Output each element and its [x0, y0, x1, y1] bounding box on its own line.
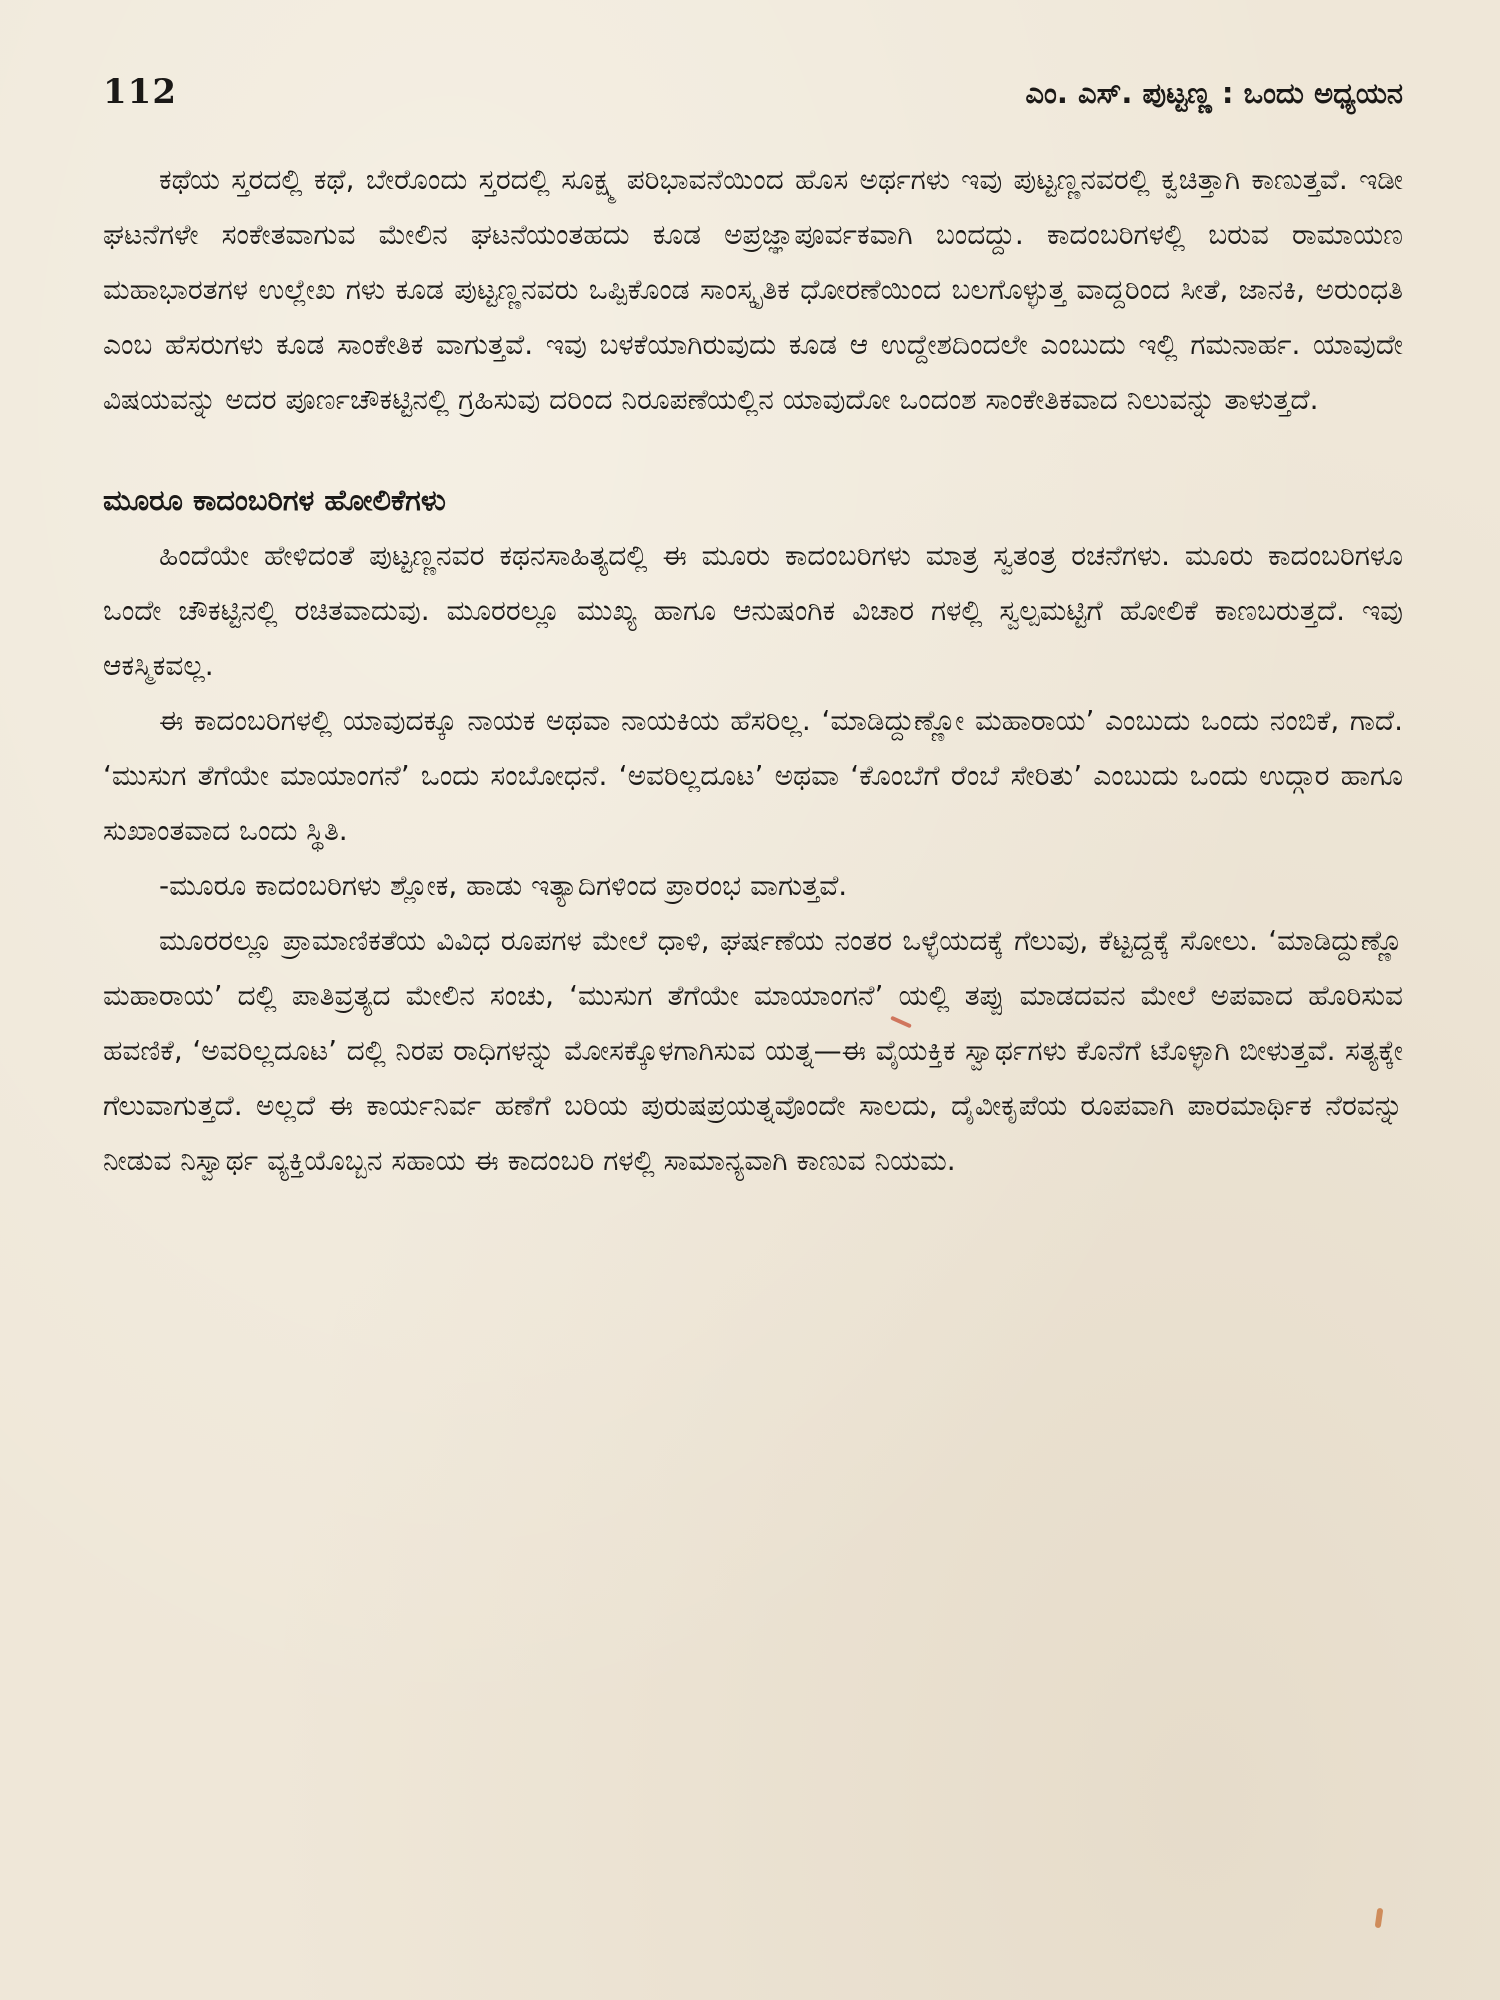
section-heading: ಮೂರೂ ಕಾದಂಬರಿಗಳ ಹೋಲಿಕೆಗಳು: [103, 483, 446, 517]
paragraph-3: ಈ ಕಾದಂಬರಿಗಳಲ್ಲಿ ಯಾವುದಕ್ಕೂ ನಾಯಕ ಅಥವಾ ನಾಯಕಿಯ ಹೆಸರಿಲ್ಲ. ‘ಮಾಡಿದ್ದುಣ್ಣೋ ಮಹಾರಾಯ’ ಎಂಬುದು ಒಂದು ನಂಬಿಕೆ, ಗಾದೆ. ‘ಮುಸುಗ ತೆಗೆಯೇ ಮಾಯಾಂಗನೆ’ ಒಂದು ಸಂಬೋಧನೆ. ‘ಅವರಿಲ್ಲದೂಟ’ ಅಥವಾ ‘ಕೊಂಬೆಗೆ ರೆಂಬೆ ಸೇರಿತು’ ಎಂಬುದು ಒಂದು ಉದ್ಗಾರ ಹಾಗೂ ಸುಖಾಂತವಾದ ಒಂದು ಸ್ಥಿತಿ.: [103, 704, 1403, 847]
paragraph-4: -ಮೂರೂ ಕಾದಂಬರಿಗಳು ಶ್ಲೋಕ, ಹಾಡು ಇತ್ಯಾದಿಗಳಿಂದ ಪ್ರಾರಂಭ ವಾಗುತ್ತವೆ.: [159, 869, 848, 902]
page-header: [103, 72, 1403, 122]
paragraph-5: ಮೂರರಲ್ಲೂ ಪ್ರಾಮಾಣಿಕತೆಯ ವಿವಿಧ ರೂಪಗಳ ಮೇಲೆ ಧಾಳಿ, ಘರ್ಷಣೆಯ ನಂತರ ಒಳ್ಳೆಯದಕ್ಕೆ ಗೆಲುವು, ಕೆಟ್ಟದ್ದಕ್ಕೆ ಸೋಲು. ‘ಮಾಡಿದ್ದುಣ್ಣೊ ಮಹಾರಾಯ’ ದಲ್ಲಿ ಪಾತಿವ್ರತ್ಯದ ಮೇಲಿನ ಸಂಚು, ‘ಮುಸುಗ ತೆಗೆಯೇ ಮಾಯಾಂಗನೆ’ ಯಲ್ಲಿ ತಪ್ಪು ಮಾಡದವನ ಮೇಲೆ ಅಪವಾದ ಹೊರಿಸುವ ಹವಣಿಕೆ, ‘ಅವರಿಲ್ಲದೂಟ’ ದಲ್ಲಿ ನಿರಪ ರಾಧಿಗಳನ್ನು ಮೋಸಕ್ಕೊಳಗಾಗಿಸುವ ಯತ್ನ—ಈ ವೈಯಕ್ತಿಕ ಸ್ವಾರ್ಥಗಳು ಕೊನೆಗೆ ಟೊಳ್ಳಾಗಿ ಬೀಳುತ್ತವೆ. ಸತ್ಯಕ್ಕೇ ಗೆಲುವಾಗುತ್ತದೆ. ಅಲ್ಲದೆ ಈ ಕಾರ್ಯನಿರ್ವ ಹಣೆಗೆ ಬರಿಯ ಪುರುಷಪ್ರಯತ್ನವೊಂದೇ ಸಾಲದು, ದೈವೀಕೃಪೆಯ ರೂಪವಾಗಿ ಪಾರಮಾರ್ಥಿಕ ನೆರವನ್ನು ನೀಡುವ ನಿಸ್ವಾರ್ಥ ವ್ಯಕ್ತಿಯೊಬ್ಬನ ಸಹಾಯ ಈ ಕಾದಂಬರಿ ಗಳಲ್ಲಿ ಸಾಮಾನ್ಯವಾಗಿ ಕಾಣುವ ನಿಯಮ.: [103, 924, 1403, 1177]
running-head: ಎಂ. ಎಸ್. ಪುಟ್ಟಣ್ಣ : ಒಂದು ಅಧ್ಯಯನ: [1025, 76, 1403, 110]
page-number: 112: [103, 72, 177, 112]
page-body: [103, 152, 1403, 1188]
paragraph-2: ಹಿಂದೆಯೇ ಹೇಳಿದಂತೆ ಪುಟ್ಟಣ್ಣನವರ ಕಥನಸಾಹಿತ್ಯದಲ್ಲಿ ಈ ಮೂರು ಕಾದಂಬರಿಗಳು ಮಾತ್ರ ಸ್ವತಂತ್ರ ರಚನೆಗಳು. ಮೂರು ಕಾದಂಬರಿಗಳೂ ಒಂದೇ ಚೌಕಟ್ಟಿನಲ್ಲಿ ರಚಿತವಾದುವು. ಮೂರರಲ್ಲೂ ಮುಖ್ಯ ಹಾಗೂ ಆನುಷಂಗಿಕ ವಿಚಾರ ಗಳಲ್ಲಿ ಸ್ವಲ್ಪಮಟ್ಟಿಗೆ ಹೋಲಿಕೆ ಕಾಣಬರುತ್ತದೆ. ಇವು ಆಕಸ್ಮಿಕವಲ್ಲ.: [103, 539, 1403, 682]
paragraph-1: ಕಥೆಯ ಸ್ತರದಲ್ಲಿ ಕಥೆ, ಬೇರೊಂದು ಸ್ತರದಲ್ಲಿ ಸೂಕ್ಷ್ಮ ಪರಿಭಾವನೆಯಿಂದ ಹೊಸ ಅರ್ಥಗಳು ಇವು ಪುಟ್ಟಣ್ಣನವರಲ್ಲಿ ಕ್ವಚಿತ್ತಾಗಿ ಕಾಣುತ್ತವೆ. ಇಡೀ ಘಟನೆಗಳೇ ಸಂಕೇತವಾಗುವ ಮೇಲಿನ ಘಟನೆಯಂತಹದು ಕೂಡ ಅಪ್ರಜ್ಞಾಪೂರ್ವಕವಾಗಿ ಬಂದದ್ದು. ಕಾದಂಬರಿಗಳಲ್ಲಿ ಬರುವ ರಾಮಾಯಣ ಮಹಾಭಾರತಗಳ ಉಲ್ಲೇಖ ಗಳು ಕೂಡ ಪುಟ್ಟಣ್ಣನವರು ಒಪ್ಪಿಕೊಂಡ ಸಾಂಸ್ಕೃತಿಕ ಧೋರಣೆಯಿಂದ ಬಲಗೊಳ್ಳುತ್ತ ವಾದ್ದರಿಂದ ಸೀತೆ, ಜಾನಕಿ, ಅರುಂಧತಿ ಎಂಬ ಹೆಸರುಗಳು ಕೂಡ ಸಾಂಕೇತಿಕ ವಾಗುತ್ತವೆ. ಇವು ಬಳಕೆಯಾಗಿರುವುದು ಕೂಡ ಆ ಉದ್ದೇಶದಿಂದಲೇ ಎಂಬುದು ಇಲ್ಲಿ ಗಮನಾರ್ಹ. ಯಾವುದೇ ವಿಷಯವನ್ನು ಅದರ ಪೂರ್ಣಚೌಕಟ್ಟಿನಲ್ಲಿ ಗ್ರಹಿಸುವು ದರಿಂದ ನಿರೂಪಣೆಯಲ್ಲಿನ ಯಾವುದೋ ಒಂದಂಶ ಸಾಂಕೇತಿಕವಾದ ನಿಲುವನ್ನು ತಾಳುತ್ತದೆ.: [103, 163, 1403, 416]
ink-mark: [1375, 1908, 1384, 1929]
